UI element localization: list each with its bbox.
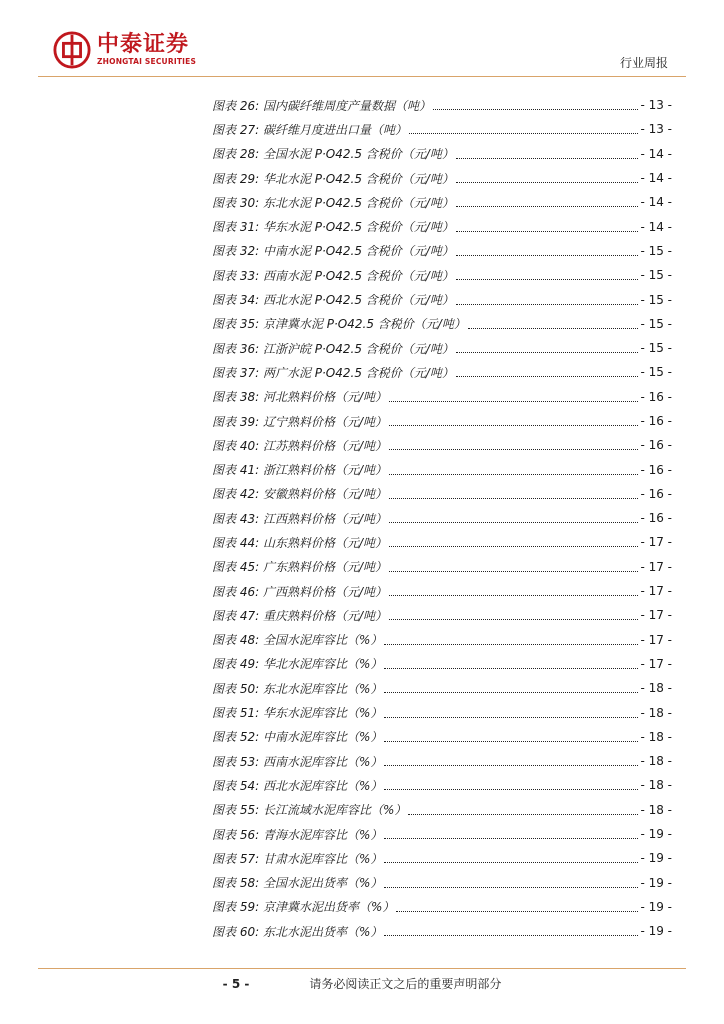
toc-entry[interactable] <box>212 652 672 676</box>
toc-entry-title: 图表 46: 广西熟料价格（元/吨） <box>212 584 387 599</box>
toc-entry[interactable] <box>212 871 672 895</box>
toc-entry[interactable] <box>212 482 672 506</box>
toc-entry-page: - 18 - <box>640 754 672 769</box>
toc-entry[interactable] <box>212 676 672 700</box>
toc-entry[interactable] <box>212 603 672 627</box>
toc-dot-leader <box>456 303 639 305</box>
toc-entry-page: - 16 - <box>640 438 672 453</box>
toc-entry[interactable] <box>212 360 672 384</box>
toc-entry-page: - 14 - <box>640 219 672 234</box>
toc-entry-page: - 19 - <box>640 851 672 866</box>
toc-dot-leader <box>468 327 639 329</box>
toc-entry[interactable] <box>212 846 672 870</box>
toc-entry[interactable] <box>212 336 672 360</box>
company-logo <box>53 30 196 70</box>
toc-entry-title: 图表 56: 青海水泥库容比（%） <box>212 827 383 842</box>
footer-divider <box>38 968 686 969</box>
toc-entry-page: - 15 - <box>640 243 672 258</box>
toc-entry[interactable] <box>212 93 672 117</box>
toc-entry-title: 图表 53: 西南水泥库容比（%） <box>212 754 383 769</box>
toc-entry[interactable] <box>212 506 672 530</box>
toc-entry-title: 图表 59: 京津冀水泥出货率（%） <box>212 900 395 915</box>
toc-dot-leader <box>384 886 638 888</box>
toc-dot-leader <box>384 740 638 742</box>
toc-dot-leader <box>456 375 639 377</box>
toc-entry[interactable] <box>212 457 672 481</box>
toc-dot-leader <box>456 351 639 353</box>
toc-dot-leader <box>456 157 639 159</box>
toc-entry-page: - 17 - <box>640 559 672 574</box>
toc-entry-title: 图表 37: 两广水泥 P·O42.5 含税价（元/吨） <box>212 365 454 380</box>
toc-entry-title: 图表 54: 西北水泥库容比（%） <box>212 778 383 793</box>
toc-entry-title: 图表 39: 辽宁熟料价格（元/吨） <box>212 414 387 429</box>
toc-dot-leader <box>389 497 638 499</box>
toc-entry-page: - 18 - <box>640 802 672 817</box>
toc-entry-page: - 19 - <box>640 924 672 939</box>
toc-entry[interactable] <box>212 822 672 846</box>
toc-entry-title: 图表 44: 山东熟料价格（元/吨） <box>212 535 387 550</box>
toc-dot-leader <box>408 813 638 815</box>
toc-entry-page: - 14 - <box>640 146 672 161</box>
toc-entry[interactable] <box>212 700 672 724</box>
toc-entry-title: 图表 51: 华东水泥库容比（%） <box>212 706 383 721</box>
toc-entry[interactable] <box>212 919 672 943</box>
toc-entry-title: 图表 45: 广东熟料价格（元/吨） <box>212 560 387 575</box>
toc-dot-leader <box>456 230 639 232</box>
toc-entry-title: 图表 40: 江苏熟料价格（元/吨） <box>212 438 387 453</box>
toc-entry[interactable] <box>212 628 672 652</box>
toc-entry-page: - 16 - <box>640 486 672 501</box>
toc-dot-leader <box>389 570 638 572</box>
toc-dot-leader <box>456 278 639 280</box>
toc-dot-leader <box>384 788 638 790</box>
toc-entry-title: 图表 41: 浙江熟料价格（元/吨） <box>212 463 387 478</box>
toc-dot-leader <box>384 667 638 669</box>
toc-entry-page: - 17 - <box>640 535 672 550</box>
toc-entry-page: - 15 - <box>640 292 672 307</box>
toc-entry-title: 图表 42: 安徽熟料价格（元/吨） <box>212 487 387 502</box>
toc-dot-leader <box>396 910 638 912</box>
toc-entry-title: 图表 29: 华北水泥 P·O42.5 含税价（元/吨） <box>212 171 454 186</box>
toc-entry[interactable] <box>212 895 672 919</box>
toc-entry-page: - 15 - <box>640 316 672 331</box>
toc-entry[interactable] <box>212 385 672 409</box>
toc-entry-title: 图表 35: 京津冀水泥 P·O42.5 含税价（元/吨） <box>212 317 466 332</box>
toc-entry-page: - 15 - <box>640 365 672 380</box>
page-number: - 5 - <box>222 977 250 991</box>
header-divider <box>38 76 686 77</box>
toc-entry-title: 图表 48: 全国水泥库容比（%） <box>212 633 383 648</box>
toc-dot-leader <box>389 424 638 426</box>
toc-entry-page: - 14 - <box>640 195 672 210</box>
toc-entry[interactable] <box>212 530 672 554</box>
toc-entry-title: 图表 49: 华北水泥库容比（%） <box>212 657 383 672</box>
toc-entry-page: - 19 - <box>640 875 672 890</box>
toc-entry[interactable] <box>212 579 672 603</box>
page-footer <box>0 975 724 992</box>
toc-entry[interactable] <box>212 239 672 263</box>
toc-dot-leader <box>389 473 638 475</box>
toc-entry-page: - 17 - <box>640 632 672 647</box>
toc-entry-page: - 18 - <box>640 681 672 696</box>
toc-dot-leader <box>433 108 638 110</box>
toc-entry-page: - 17 - <box>640 608 672 623</box>
toc-entry-page: - 19 - <box>640 827 672 842</box>
toc-entry[interactable] <box>212 142 672 166</box>
toc-entry-page: - 19 - <box>640 899 672 914</box>
toc-entry[interactable] <box>212 190 672 214</box>
toc-dot-leader <box>456 181 639 183</box>
toc-entry-page: - 18 - <box>640 778 672 793</box>
toc-entry-page: - 13 - <box>640 98 672 113</box>
toc-dot-leader <box>384 861 638 863</box>
toc-entry-title: 图表 28: 全国水泥 P·O42.5 含税价（元/吨） <box>212 147 454 162</box>
toc-entry[interactable] <box>212 287 672 311</box>
toc-entry-title: 图表 52: 中南水泥库容比（%） <box>212 730 383 745</box>
toc-entry-title: 图表 31: 华东水泥 P·O42.5 含税价（元/吨） <box>212 220 454 235</box>
toc-entry-page: - 15 - <box>640 341 672 356</box>
toc-entry-page: - 13 - <box>640 122 672 137</box>
toc-entry-title: 图表 60: 东北水泥出货率（%） <box>212 924 383 939</box>
footer-notice: 请务必阅读正文之后的重要声明部分 <box>309 977 502 991</box>
toc-entry-page: - 15 - <box>640 268 672 283</box>
report-type-label: 行业周报 <box>619 56 668 70</box>
toc-entry-title: 图表 27: 碳纤维月度进出口量（吨） <box>212 122 407 137</box>
toc-entry-title: 图表 38: 河北熟料价格（元/吨） <box>212 390 387 405</box>
toc-entry-title: 图表 36: 江浙沪皖 P·O42.5 含税价（元/吨） <box>212 341 454 356</box>
toc-dot-leader <box>384 837 638 839</box>
toc-dot-leader <box>389 594 638 596</box>
toc-entry[interactable] <box>212 117 672 141</box>
page-header <box>0 0 724 80</box>
toc-entry[interactable] <box>212 263 672 287</box>
toc-entry[interactable] <box>212 749 672 773</box>
toc-dot-leader <box>409 132 638 134</box>
toc-dot-leader <box>389 521 638 523</box>
toc-entry[interactable] <box>212 773 672 797</box>
toc-entry-page: - 16 - <box>640 414 672 428</box>
toc-entry-page: - 16 - <box>640 389 672 404</box>
toc-dot-leader <box>456 205 639 207</box>
toc-entry-title: 图表 34: 西北水泥 P·O42.5 含税价（元/吨） <box>212 293 454 308</box>
toc-entry[interactable] <box>212 312 672 336</box>
toc-dot-leader <box>456 254 639 256</box>
toc-entry[interactable] <box>212 166 672 190</box>
logo-english-name: ZHONGTAI SECURITIES <box>97 57 197 66</box>
zhongtai-logo-icon <box>53 31 91 69</box>
toc-dot-leader <box>389 400 638 402</box>
toc-entry[interactable] <box>212 409 672 433</box>
toc-entry-title: 图表 58: 全国水泥出货率（%） <box>212 876 383 891</box>
toc-entry-page: - 14 - <box>640 171 672 186</box>
toc-dot-leader <box>384 643 638 645</box>
toc-dot-leader <box>384 764 638 766</box>
toc-entry-title: 图表 43: 江西熟料价格（元/吨） <box>212 511 387 526</box>
toc-entry-title: 图表 50: 东北水泥库容比（%） <box>212 681 383 696</box>
toc-dot-leader <box>384 716 638 718</box>
toc-dot-leader <box>389 618 638 620</box>
toc-entry-title: 图表 57: 甘肃水泥库容比（%） <box>212 851 383 866</box>
toc-dot-leader <box>384 691 638 693</box>
toc-entry[interactable] <box>212 555 672 579</box>
toc-dot-leader <box>389 448 638 450</box>
toc-entry-title: 图表 32: 中南水泥 P·O42.5 含税价（元/吨） <box>212 244 454 259</box>
toc-entry[interactable] <box>212 214 672 238</box>
toc-entry[interactable] <box>212 433 672 457</box>
toc-entry-page: - 18 - <box>640 729 672 744</box>
toc-dot-leader <box>389 545 638 547</box>
toc-entry-page: - 18 - <box>640 705 672 720</box>
toc-entry[interactable] <box>212 798 672 822</box>
logo-chinese-name: 中泰证券 <box>97 32 190 57</box>
toc-entry-page: - 17 - <box>640 584 672 599</box>
toc-entry-title: 图表 33: 西南水泥 P·O42.5 含税价（元/吨） <box>212 268 454 283</box>
table-of-figures <box>212 93 672 943</box>
toc-entry-title: 图表 30: 东北水泥 P·O42.5 含税价（元/吨） <box>212 195 454 210</box>
toc-entry[interactable] <box>212 725 672 749</box>
toc-entry-page: - 17 - <box>640 656 672 671</box>
toc-entry-page: - 16 - <box>640 462 672 477</box>
toc-dot-leader <box>384 934 638 936</box>
toc-entry-page: - 16 - <box>640 511 672 526</box>
toc-entry-title: 图表 55: 长江流域水泥库容比（%） <box>212 803 407 818</box>
toc-entry-title: 图表 47: 重庆熟料价格（元/吨） <box>212 608 387 623</box>
toc-entry-title: 图表 26: 国内碳纤维周度产量数据（吨） <box>212 98 431 113</box>
